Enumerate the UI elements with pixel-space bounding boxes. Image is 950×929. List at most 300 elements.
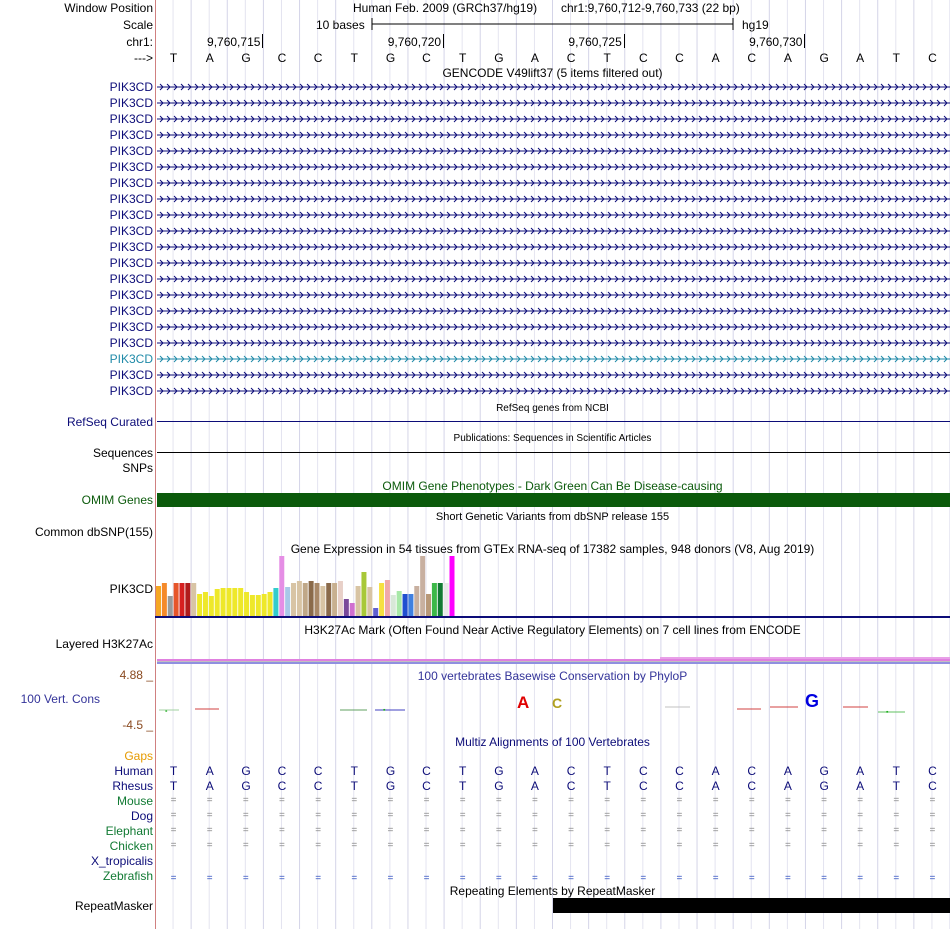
gencode-title: GENCODE V49lift37 (5 items filtered out) bbox=[442, 66, 663, 80]
gtex-tissue-bar[interactable] bbox=[303, 583, 308, 616]
alignment-match: = bbox=[604, 810, 611, 821]
alignment-match: = bbox=[676, 873, 683, 884]
gtex-bar-chart[interactable] bbox=[155, 556, 950, 620]
alignment-match: = bbox=[748, 810, 755, 821]
gtex-tissue-bar[interactable] bbox=[397, 591, 402, 616]
alignment-match: = bbox=[821, 810, 827, 821]
alignment-match: = bbox=[821, 873, 827, 884]
gtex-tissue-bar[interactable] bbox=[373, 608, 378, 616]
svg-text:G: G bbox=[805, 691, 820, 711]
transcript-feature[interactable] bbox=[157, 209, 950, 221]
alignment-match: = bbox=[893, 873, 900, 884]
omim-bar[interactable] bbox=[157, 493, 950, 507]
base-letter: G bbox=[385, 51, 396, 65]
transcript-label[interactable]: PIK3CD bbox=[109, 80, 153, 94]
alignment-match: = bbox=[929, 795, 936, 806]
alignment-base: T bbox=[892, 779, 900, 793]
alignment-match: = bbox=[206, 825, 213, 836]
h3k27ac-signal bbox=[155, 656, 950, 666]
alignment-match: = bbox=[170, 825, 177, 836]
alignment-match: = bbox=[857, 810, 864, 821]
transcript-feature[interactable] bbox=[157, 385, 950, 397]
gtex-tissue-bar[interactable] bbox=[185, 583, 190, 616]
transcript-label[interactable]: PIK3CD bbox=[109, 288, 153, 302]
transcript-label[interactable]: PIK3CD bbox=[109, 320, 153, 334]
alignment-match: = bbox=[206, 810, 213, 821]
alignment-match: = bbox=[206, 840, 213, 851]
transcript-feature[interactable] bbox=[157, 321, 950, 333]
alignment-match: = bbox=[568, 840, 574, 851]
repeatmasker-element[interactable] bbox=[553, 898, 950, 913]
base-letter: C bbox=[638, 51, 648, 65]
strand-label[interactable]: ---> bbox=[134, 51, 153, 65]
phylop-max: 4.88 _ bbox=[119, 668, 153, 682]
base-letter: G bbox=[819, 51, 829, 65]
gtex-tissue-bar[interactable] bbox=[279, 556, 284, 616]
omim-label[interactable]: OMIM Genes bbox=[81, 493, 153, 507]
transcript-feature[interactable] bbox=[157, 369, 950, 381]
alignment-base: C bbox=[638, 779, 648, 793]
alignment-match: = bbox=[279, 873, 285, 884]
species-label[interactable]: Mouse bbox=[116, 794, 153, 808]
transcript-feature[interactable] bbox=[157, 145, 950, 157]
base-letter: A bbox=[711, 51, 720, 65]
base-letter: T bbox=[892, 51, 900, 65]
alignment-base: T bbox=[458, 764, 467, 778]
alignment-base: C bbox=[422, 764, 431, 778]
gtex-tissue-bar[interactable] bbox=[297, 581, 302, 616]
alignment-match: = bbox=[604, 795, 611, 806]
base-letter: C bbox=[313, 51, 323, 65]
alignment-base: T bbox=[603, 779, 611, 793]
alignment-match: = bbox=[893, 825, 900, 836]
transcript-feature[interactable] bbox=[157, 305, 950, 317]
alignment-base: A bbox=[856, 764, 865, 778]
alignment-match: = bbox=[929, 825, 936, 836]
svg-text:C: C bbox=[552, 695, 563, 711]
alignment-base: T bbox=[169, 779, 178, 793]
gtex-tissue-bar[interactable] bbox=[332, 583, 337, 616]
alignment-match: = bbox=[459, 795, 466, 806]
gtex-tissue-bar[interactable] bbox=[309, 581, 314, 616]
alignment-match: = bbox=[387, 840, 394, 851]
transcript-label[interactable]: PIK3CD bbox=[109, 224, 153, 238]
alignment-match: = bbox=[784, 810, 791, 821]
base-letter: A bbox=[205, 51, 214, 65]
refseq-title: RefSeq genes from NCBI bbox=[496, 403, 609, 414]
alignment-base: A bbox=[856, 779, 865, 793]
base-letter: T bbox=[603, 51, 611, 65]
assembly-title: Human Feb. 2009 (GRCh37/hg19) bbox=[353, 1, 538, 15]
alignment-match: = bbox=[315, 810, 322, 821]
alignment-match: = bbox=[387, 810, 394, 821]
scale-label: Scale bbox=[122, 18, 153, 32]
gtex-tissue-bar[interactable] bbox=[179, 583, 184, 616]
alignment-base: T bbox=[169, 764, 178, 778]
gtex-tissue-bar[interactable] bbox=[221, 588, 226, 616]
gtex-tissue-bar[interactable] bbox=[408, 594, 413, 616]
alignment-match: = bbox=[170, 840, 177, 851]
gtex-tissue-bar[interactable] bbox=[403, 594, 408, 616]
alignment-base: C bbox=[675, 764, 684, 778]
alignment-match: = bbox=[712, 810, 719, 821]
alignment-match: = bbox=[532, 810, 538, 821]
alignment-match: = bbox=[676, 840, 683, 851]
alignment-match: = bbox=[351, 825, 358, 836]
transcript-feature[interactable] bbox=[157, 161, 950, 173]
gtex-tissue-bar[interactable] bbox=[414, 586, 419, 616]
alignment-base: A bbox=[711, 764, 720, 778]
alignment-match: = bbox=[315, 873, 322, 884]
transcript-label[interactable]: PIK3CD bbox=[109, 336, 153, 350]
base-letter: C bbox=[675, 51, 684, 65]
base-letter: A bbox=[783, 51, 792, 65]
gtex-tissue-bar[interactable] bbox=[338, 581, 343, 616]
species-label[interactable]: Dog bbox=[130, 809, 153, 823]
alignment-match: = bbox=[568, 873, 574, 884]
transcript-feature[interactable] bbox=[157, 353, 950, 365]
alignment-match: = bbox=[784, 825, 791, 836]
coordinate-tick bbox=[624, 34, 625, 48]
alignment-match: = bbox=[568, 825, 574, 836]
alignment-match: = bbox=[640, 825, 647, 836]
alignment-match: = bbox=[821, 825, 827, 836]
gtex-tissue-bar[interactable] bbox=[356, 586, 361, 616]
alignment-base: C bbox=[313, 779, 323, 793]
base-letter: C bbox=[422, 51, 431, 65]
alignment-match: = bbox=[640, 810, 647, 821]
alignment-match: = bbox=[929, 810, 936, 821]
alignment-base: C bbox=[422, 779, 431, 793]
coordinate-label: 9,760,715 bbox=[207, 35, 261, 49]
alignment-base: G bbox=[241, 764, 251, 778]
alignment-match: = bbox=[676, 795, 683, 806]
publications-line bbox=[157, 452, 950, 453]
alignment-match: = bbox=[242, 840, 249, 851]
window-position-label: Window Position bbox=[64, 1, 153, 15]
alignment-base: G bbox=[819, 764, 829, 778]
gtex-tissue-bar[interactable] bbox=[291, 583, 296, 616]
gtex-tissue-bar[interactable] bbox=[256, 595, 261, 616]
svg-text:▪: ▪ bbox=[383, 707, 386, 714]
publications-label-2: SNPs bbox=[122, 461, 153, 475]
alignment-match: = bbox=[857, 795, 864, 806]
alignment-match: = bbox=[387, 873, 394, 884]
alignment-base: C bbox=[747, 779, 757, 793]
alignment-base: G bbox=[385, 764, 396, 778]
alignment-match: = bbox=[712, 873, 719, 884]
gaps-label[interactable]: Gaps bbox=[124, 749, 153, 763]
dbsnp-title: Short Genetic Variants from dbSNP release 155 bbox=[435, 511, 670, 523]
refseq-label[interactable]: RefSeq Curated bbox=[66, 415, 153, 429]
phylop-title: 100 vertebrates Basewise Conservation by PhyloP bbox=[417, 669, 688, 683]
species-label[interactable]: Elephant bbox=[105, 824, 153, 838]
base-letter: G bbox=[241, 51, 251, 65]
gtex-label[interactable]: PIK3CD bbox=[109, 582, 153, 596]
gtex-tissue-bar[interactable] bbox=[367, 587, 372, 616]
alignment-match: = bbox=[676, 825, 683, 836]
scale-assembly: hg19 bbox=[742, 18, 769, 32]
alignment-match: = bbox=[495, 795, 502, 806]
alignment-base: C bbox=[277, 779, 287, 793]
alignment-match: = bbox=[423, 840, 430, 851]
alignment-match: = bbox=[242, 873, 249, 884]
gtex-tissue-bar[interactable] bbox=[268, 592, 273, 616]
alignment-base: T bbox=[350, 764, 358, 778]
alignment-match: = bbox=[279, 810, 285, 821]
base-letter: C bbox=[277, 51, 287, 65]
phylop-logo bbox=[155, 690, 950, 720]
alignment-match: = bbox=[170, 810, 177, 821]
base-letter: T bbox=[350, 51, 358, 65]
gtex-title: Gene Expression in 54 tissues from GTEx RNA-seq of 17382 samples, 948 donors (V8, Aug 2019) bbox=[290, 542, 815, 556]
gtex-tissue-bar[interactable] bbox=[361, 572, 366, 616]
gtex-tissue-bar[interactable] bbox=[226, 588, 231, 616]
transcript-feature[interactable] bbox=[157, 193, 950, 205]
species-label[interactable]: Zebrafish bbox=[102, 869, 153, 883]
coordinate-label: 9,760,730 bbox=[749, 35, 803, 49]
gtex-tissue-bar[interactable] bbox=[438, 583, 443, 616]
alignment-match: = bbox=[532, 795, 538, 806]
gtex-tissue-bar[interactable] bbox=[156, 586, 161, 616]
alignment-base: A bbox=[205, 779, 214, 793]
transcript-feature[interactable] bbox=[157, 177, 950, 189]
alignment-base: A bbox=[711, 779, 720, 793]
transcript-label[interactable]: PIK3CD bbox=[109, 96, 153, 110]
alignment-match: = bbox=[459, 810, 466, 821]
base-letter: A bbox=[530, 51, 539, 65]
alignment-match: = bbox=[604, 840, 611, 851]
alignment-match: = bbox=[784, 795, 791, 806]
alignment-match: = bbox=[532, 825, 538, 836]
alignment-match: = bbox=[748, 795, 755, 806]
alignment-match: = bbox=[170, 873, 177, 884]
phylop-min: -4.5 _ bbox=[122, 718, 153, 732]
alignment-match: = bbox=[315, 825, 322, 836]
transcript-label[interactable]: PIK3CD bbox=[109, 368, 153, 382]
alignment-base: A bbox=[530, 764, 539, 778]
species-label[interactable]: X_tropicalis bbox=[90, 854, 153, 868]
alignment-match: = bbox=[712, 840, 719, 851]
transcript-feature[interactable] bbox=[157, 273, 950, 285]
transcript-feature[interactable] bbox=[157, 81, 950, 93]
gtex-tissue-bar[interactable] bbox=[350, 603, 355, 616]
gtex-tissue-bar[interactable] bbox=[444, 583, 449, 616]
position-readout[interactable]: chr1:9,760,712-9,760,733 (22 bp) bbox=[561, 1, 740, 15]
alignment-match: = bbox=[495, 825, 502, 836]
dbsnp-label[interactable]: Common dbSNP(155) bbox=[34, 525, 153, 539]
alignment-match: = bbox=[242, 810, 249, 821]
alignment-match: = bbox=[640, 795, 647, 806]
gtex-tissue-bar[interactable] bbox=[244, 592, 249, 616]
gtex-tissue-bar[interactable] bbox=[203, 592, 208, 616]
alignment-match: = bbox=[676, 810, 683, 821]
alignment-match: = bbox=[387, 795, 394, 806]
gtex-tissue-bar[interactable] bbox=[209, 596, 214, 616]
transcript-label[interactable]: PIK3CD bbox=[109, 160, 153, 174]
alignment-match: = bbox=[784, 840, 791, 851]
gtex-tissue-bar[interactable] bbox=[250, 595, 255, 616]
alignment-match: = bbox=[929, 840, 936, 851]
gtex-tissue-bar[interactable] bbox=[197, 594, 202, 616]
alignment-base: T bbox=[458, 779, 467, 793]
alignment-match: = bbox=[315, 795, 322, 806]
transcript-label[interactable]: PIK3CD bbox=[109, 240, 153, 254]
svg-text:A: A bbox=[517, 693, 530, 712]
alignment-match: = bbox=[712, 825, 719, 836]
gtex-tissue-bar[interactable] bbox=[326, 583, 331, 616]
alignment-match: = bbox=[604, 873, 611, 884]
alignment-match: = bbox=[893, 810, 900, 821]
alignment-base: T bbox=[892, 764, 900, 778]
h3k27ac-title: H3K27Ac Mark (Often Found Near Active Regulatory Elements) on 7 cell lines from ENCODE bbox=[304, 623, 801, 637]
transcript-feature[interactable] bbox=[157, 241, 950, 253]
coordinate-label: 9,760,725 bbox=[568, 35, 622, 49]
species-label[interactable]: Chicken bbox=[109, 839, 153, 853]
alignment-base: C bbox=[675, 779, 684, 793]
alignment-match: = bbox=[423, 795, 430, 806]
alignment-match: = bbox=[170, 795, 177, 806]
alignment-match: = bbox=[459, 840, 466, 851]
gtex-tissue-bar[interactable] bbox=[262, 594, 267, 616]
alignment-base: C bbox=[638, 764, 648, 778]
publications-label[interactable]: Sequences bbox=[92, 446, 153, 460]
transcript-feature[interactable] bbox=[157, 337, 950, 349]
h3k27ac-label[interactable]: Layered H3K27Ac bbox=[55, 637, 153, 651]
transcript-label[interactable]: PIK3CD bbox=[109, 192, 153, 206]
transcript-label[interactable]: PIK3CD bbox=[109, 272, 153, 286]
transcript-feature[interactable] bbox=[157, 129, 950, 141]
base-letter: T bbox=[169, 51, 178, 65]
alignment-base: T bbox=[603, 764, 611, 778]
alignment-match: = bbox=[712, 795, 719, 806]
gtex-tissue-bar[interactable] bbox=[162, 583, 167, 616]
phylop-label[interactable]: 100 Vert. Cons bbox=[20, 692, 100, 706]
gtex-tissue-bar[interactable] bbox=[273, 588, 278, 616]
alignment-base: A bbox=[530, 779, 539, 793]
alignment-match: = bbox=[242, 825, 249, 836]
alignment-match: = bbox=[784, 873, 791, 884]
transcript-label[interactable]: PIK3CD bbox=[109, 304, 153, 318]
alignment-match: = bbox=[459, 873, 466, 884]
transcript-feature[interactable] bbox=[157, 257, 950, 269]
alignment-match: = bbox=[604, 825, 611, 836]
scale-bar bbox=[370, 16, 736, 32]
gtex-tissue-bar[interactable] bbox=[420, 556, 425, 616]
coordinate-tick bbox=[804, 34, 805, 48]
species-label[interactable]: Human bbox=[114, 764, 153, 778]
gtex-tissue-bar[interactable] bbox=[320, 586, 325, 616]
alignment-base: C bbox=[566, 764, 576, 778]
species-label[interactable]: Rhesus bbox=[112, 779, 153, 793]
gtex-tissue-bar[interactable] bbox=[391, 595, 396, 616]
alignment-match: = bbox=[893, 795, 900, 806]
alignment-match: = bbox=[495, 840, 502, 851]
alignment-base: T bbox=[350, 779, 358, 793]
alignment-match: = bbox=[495, 810, 502, 821]
alignment-match: = bbox=[423, 873, 430, 884]
alignment-match: = bbox=[748, 840, 755, 851]
alignment-base: A bbox=[205, 764, 214, 778]
gtex-tissue-bar[interactable] bbox=[379, 583, 384, 616]
gtex-tissue-bar[interactable] bbox=[285, 587, 290, 616]
coordinate-tick bbox=[262, 34, 263, 48]
omim-title: OMIM Gene Phenotypes - Dark Green Can Be Disease-causing bbox=[382, 479, 723, 493]
gtex-tissue-bar[interactable] bbox=[168, 596, 173, 616]
base-letter: A bbox=[856, 51, 865, 65]
transcript-label[interactable]: PIK3CD bbox=[109, 144, 153, 158]
gtex-tissue-bar[interactable] bbox=[426, 594, 431, 616]
repeatmasker-label[interactable]: RepeatMasker bbox=[74, 899, 153, 913]
alignment-match: = bbox=[279, 840, 285, 851]
alignment-base: C bbox=[928, 764, 937, 778]
gtex-tissue-bar[interactable] bbox=[191, 583, 196, 616]
base-letter: G bbox=[494, 51, 504, 65]
alignment-base: G bbox=[494, 764, 504, 778]
alignment-match: = bbox=[748, 825, 755, 836]
base-letter: C bbox=[928, 51, 937, 65]
alignment-match: = bbox=[821, 840, 827, 851]
transcript-label[interactable]: PIK3CD bbox=[109, 112, 153, 126]
transcript-label[interactable]: PIK3CD bbox=[109, 256, 153, 270]
alignment-match: = bbox=[821, 795, 827, 806]
transcript-label[interactable]: PIK3CD bbox=[109, 384, 153, 398]
coordinate-tick bbox=[443, 34, 444, 48]
gtex-tissue-bar[interactable] bbox=[344, 599, 349, 616]
alignment-match: = bbox=[857, 873, 864, 884]
alignment-match: = bbox=[351, 840, 358, 851]
alignment-base: C bbox=[566, 779, 576, 793]
transcript-label[interactable]: PIK3CD bbox=[109, 208, 153, 222]
transcript-feature[interactable] bbox=[157, 289, 950, 301]
transcript-feature[interactable] bbox=[157, 225, 950, 237]
alignment-base: G bbox=[819, 779, 829, 793]
gtex-tissue-bar[interactable] bbox=[432, 583, 437, 616]
gtex-tissue-bar[interactable] bbox=[385, 580, 390, 616]
gtex-tissue-bar[interactable] bbox=[238, 588, 243, 616]
gtex-tissue-bar[interactable] bbox=[215, 589, 220, 616]
gtex-tissue-bar[interactable] bbox=[232, 588, 237, 616]
alignment-match: = bbox=[206, 795, 213, 806]
repeatmasker-title: Repeating Elements by RepeatMasker bbox=[449, 884, 656, 898]
alignment-base: C bbox=[277, 764, 287, 778]
gtex-tissue-bar[interactable] bbox=[174, 583, 179, 616]
alignment-match: = bbox=[206, 873, 213, 884]
transcript-label[interactable]: PIK3CD bbox=[109, 352, 153, 366]
alignment-match: = bbox=[351, 795, 358, 806]
alignment-base: C bbox=[313, 764, 323, 778]
alignment-match: = bbox=[929, 873, 936, 884]
alignment-base: A bbox=[783, 779, 792, 793]
transcript-label[interactable]: PIK3CD bbox=[109, 176, 153, 190]
transcript-label[interactable]: PIK3CD bbox=[109, 128, 153, 142]
transcript-feature[interactable] bbox=[157, 97, 950, 109]
gtex-tissue-bar[interactable] bbox=[314, 583, 319, 616]
scale-bases: 10 bases bbox=[316, 18, 365, 32]
alignment-match: = bbox=[857, 840, 864, 851]
gtex-tissue-bar[interactable] bbox=[450, 556, 455, 616]
label-divider bbox=[155, 0, 156, 929]
alignment-match: = bbox=[893, 840, 900, 851]
alignment-match: = bbox=[532, 873, 538, 884]
alignment-base: A bbox=[783, 764, 792, 778]
alignment-match: = bbox=[423, 810, 430, 821]
transcript-feature[interactable] bbox=[157, 113, 950, 125]
alignment-match: = bbox=[315, 840, 322, 851]
coordinate-label: 9,760,720 bbox=[387, 35, 442, 49]
alignment-match: = bbox=[568, 810, 574, 821]
alignment-match: = bbox=[459, 825, 466, 836]
